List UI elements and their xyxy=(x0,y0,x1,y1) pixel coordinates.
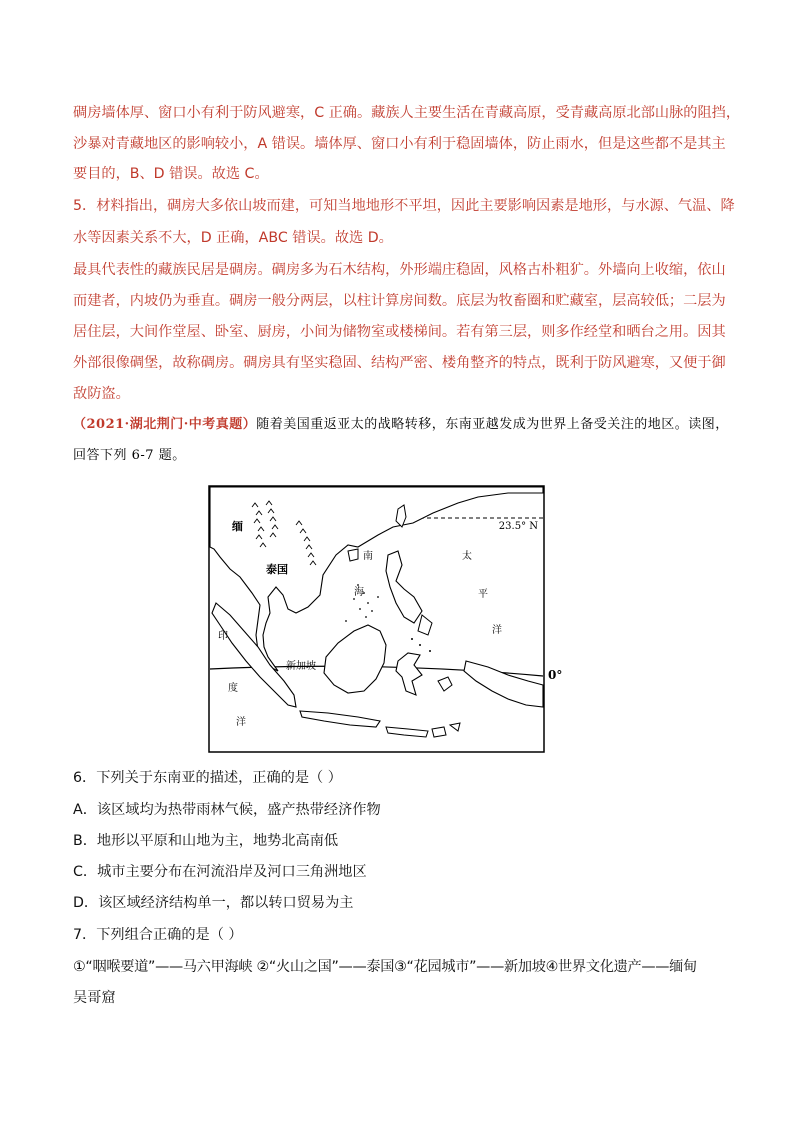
q7-stem: 7．下列组合正确的是（ ） xyxy=(73,927,243,943)
answer-line-8: 居住层，大间作堂屋、卧室、厨房，小间为储物室或楼梯间。若有第三层，则多作经堂和晒台之用。因其 xyxy=(73,324,726,340)
label-indian-1: 印 xyxy=(218,631,228,642)
answer-line-1: 碉房墙体厚、窗口小有利于防风避寒，C 正确。藏族人主要生活在青藏高原，受青藏高原北部山脉的阻挡， xyxy=(73,105,741,121)
answer-line-2: 沙暴对青藏地区的影响较小，A 错误。墙体厚、窗口小有利于稳固墙体，防止雨水，但是这些都不是其主 xyxy=(73,136,726,152)
answer-line-3: 要目的，B、D 错误。故选 C。 xyxy=(73,166,269,182)
label-south-china-sea-1: 南 xyxy=(363,551,373,562)
q6-option-a[interactable]: A．该区域均为热带雨林气候，盛产热带经济作物 xyxy=(73,802,381,818)
label-pacific-2: 平 xyxy=(478,589,488,600)
label-pacific-1: 太 xyxy=(462,551,472,562)
label-south-china-sea-2: 海 xyxy=(354,587,364,598)
q6-option-d[interactable]: D．该区域经济结构单一，都以转口贸易为主 xyxy=(73,895,354,911)
label-singapore: 新加坡 xyxy=(286,661,316,672)
q6-option-c[interactable]: C．城市主要分布在河流沿岸及河口三角洲地区 xyxy=(73,864,367,880)
q6-stem: 6．下列关于东南亚的描述，正确的是（ ） xyxy=(73,770,342,786)
question-intro xyxy=(73,415,729,435)
q7-line-1: ①“咽喉要道”——马六甲海峡 ②“火山之国”——泰国③“花园城市”——新加坡④世界文化遗产——缅甸 xyxy=(73,959,697,975)
answer-line-10: 敌防盗。 xyxy=(73,386,130,402)
label-pacific-3: 洋 xyxy=(492,625,502,636)
label-thailand: 泰国 xyxy=(266,563,288,576)
label-burma: 缅 xyxy=(232,520,243,533)
q7-line-2: 吴哥窟 xyxy=(73,990,116,1006)
question-intro-text-2: 回答下列 6-7 题。 xyxy=(73,448,186,463)
equator-label: 0° xyxy=(548,668,563,682)
label-indian-3: 洋 xyxy=(236,717,246,728)
question-intro-text-1: 随着美国重返亚太的战略转移，东南亚越发成为世界上备受关注的地区。读图， xyxy=(256,417,729,432)
tropic-label: 23.5° N xyxy=(498,521,538,532)
southeast-asia-map xyxy=(208,485,545,753)
answer-line-5: 水等因素关系不大，D 正确，ABC 错误。故选 D。 xyxy=(73,230,393,246)
q6-option-b[interactable]: B．地形以平原和山地为主，地势北高南低 xyxy=(73,833,339,849)
question-source: （2021·湖北荆门·中考真题） xyxy=(73,417,257,432)
answer-line-4: 5．材料指出，碉房大多依山坡而建，可知当地地形不平坦，因此主要影响因素是地形，与水源、气温、降 xyxy=(73,198,735,214)
answer-line-6: 最具代表性的藏族民居是碉房。碉房多为石木结构，外形端庄稳固，风格古朴粗犷。外墙向上收缩，依山 xyxy=(73,262,726,278)
answer-line-7: 而建者，内坡仍为垂直。碉房一般分两层，以柱计算房间数。底层为牧畜圈和贮藏室，层高较低；二层为 xyxy=(73,293,726,309)
answer-line-9: 外部很像碉堡，故称碉房。碉房具有坚实稳固、结构严密、楼角整齐的特点，既利于防风避寒，又便于御 xyxy=(73,355,726,371)
label-indian-2: 度 xyxy=(228,683,238,694)
